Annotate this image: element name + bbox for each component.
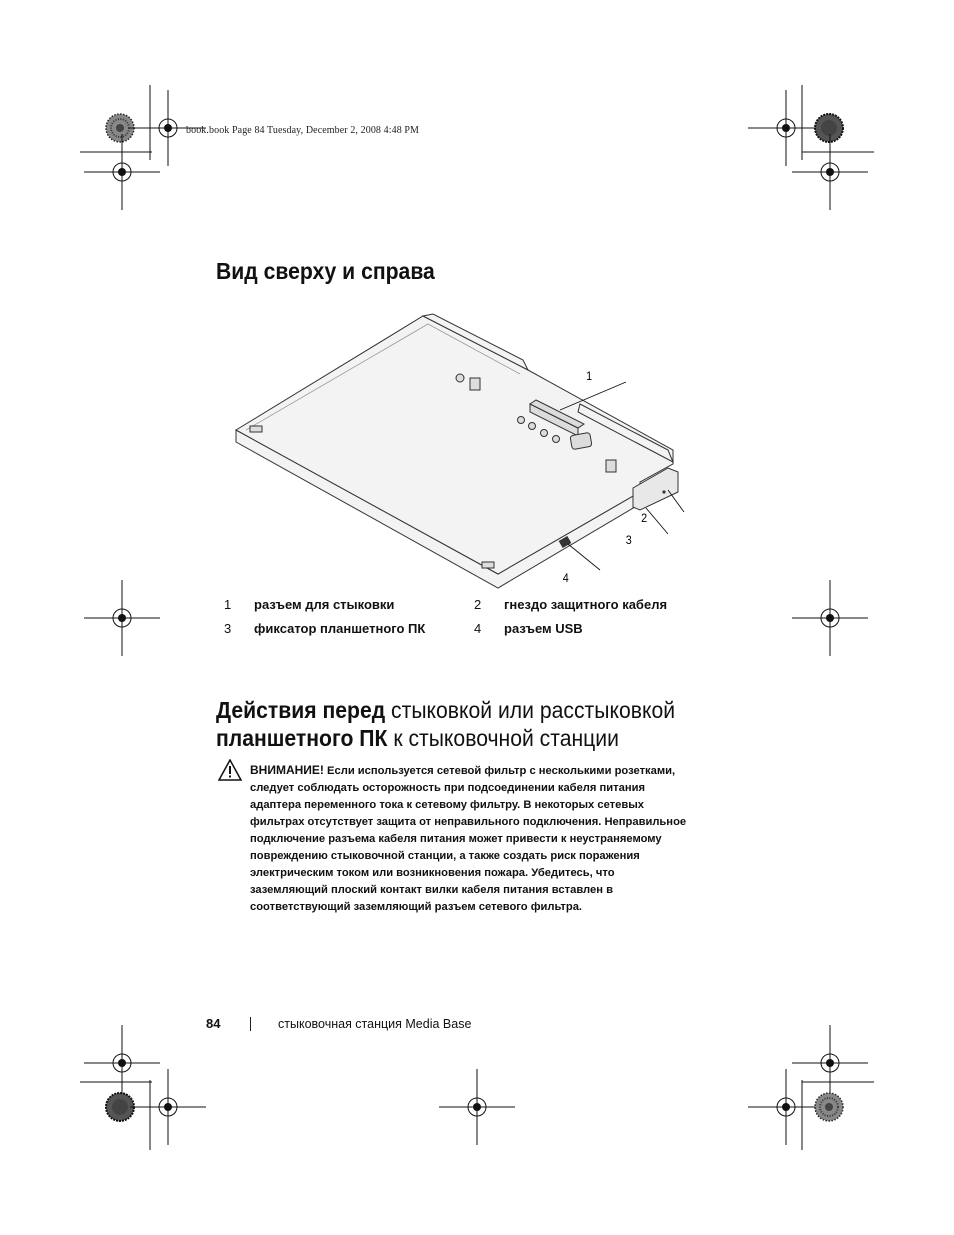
- warning-notice: ВНИМАНИЕ! Если используется сетевой фильтр с несколькими розетками, следует соблюдать осторожность при подсоединении кабеля питания адаптера переменного тока к сетевому фильтру. В некоторых сетевых фильтрах отсутствует защита от неправильного подключения. Неправильное подключение разъема кабеля питания может привести к неустраняемому повреждению стыковочной станции, а также создать риск поражения электрическим током или возникновения пожара. Убедитесь, что заземляющий плоский контакт вилки кабеля питания вставлен в соответствующий заземляющий разъем сетевого фильтра.: [250, 762, 720, 916]
- warning-line: заземляющий плоский контакт вилки кабеля питания вставлен в: [250, 884, 613, 896]
- warning-line: фильтрах отсутствует защита от неправильного подключения. Неправильное: [250, 816, 687, 828]
- legend-number: 1: [224, 597, 232, 612]
- callout-2: 2: [641, 512, 648, 526]
- warning-line: подключение разъема кабеля питания может привести к неустраняемому: [250, 833, 662, 845]
- legend-number: 3: [224, 621, 232, 636]
- callout-1: 1: [586, 370, 593, 384]
- legend-label: фиксатор планшетного ПК: [254, 621, 426, 636]
- section-title-top-right-view: Вид сверху и справа: [216, 258, 435, 284]
- warning-line: соответствующий заземляющий разъем сетевого фильтра.: [250, 901, 583, 913]
- section-title-docking-actions: Действия перед стыковкой или расстыковкой планшетного ПК к стыковочной станции: [216, 697, 676, 751]
- legend-label: разъем USB: [504, 621, 583, 636]
- footer-divider: [250, 1017, 251, 1031]
- legend-label: разъем для стыковки: [254, 597, 395, 612]
- legend-number: 4: [474, 621, 482, 636]
- callout-4: 4: [562, 572, 569, 586]
- warning-line: адаптера переменного тока к сетевому фильтру. В некоторых сетевых: [250, 799, 645, 811]
- page-number: 84: [206, 1016, 221, 1031]
- legend-row: [224, 597, 694, 621]
- warning-line: электрическим током или возникновения пожара. Убедитесь, что: [250, 867, 615, 879]
- media-base-illustration: [228, 312, 708, 592]
- legend-row: [224, 621, 694, 645]
- warning-line: следует соблюдать осторожность при подсоединении кабеля питания: [250, 782, 646, 794]
- warning-label: ВНИМАНИЕ!: [250, 763, 324, 777]
- running-title: стыковочная станция Media Base: [278, 1017, 472, 1031]
- legend-number: 2: [474, 597, 482, 612]
- legend-label: гнездо защитного кабеля: [504, 597, 668, 612]
- print-header: book.book Page 84 Tuesday, December 2, 2008 4:48 PM: [186, 125, 420, 136]
- warning-line: повреждению стыковочной станции, а также создать риск поражения: [250, 850, 640, 862]
- figure-legend: [224, 597, 694, 645]
- warning-triangle-icon: [218, 759, 242, 781]
- callout-3: 3: [625, 534, 632, 548]
